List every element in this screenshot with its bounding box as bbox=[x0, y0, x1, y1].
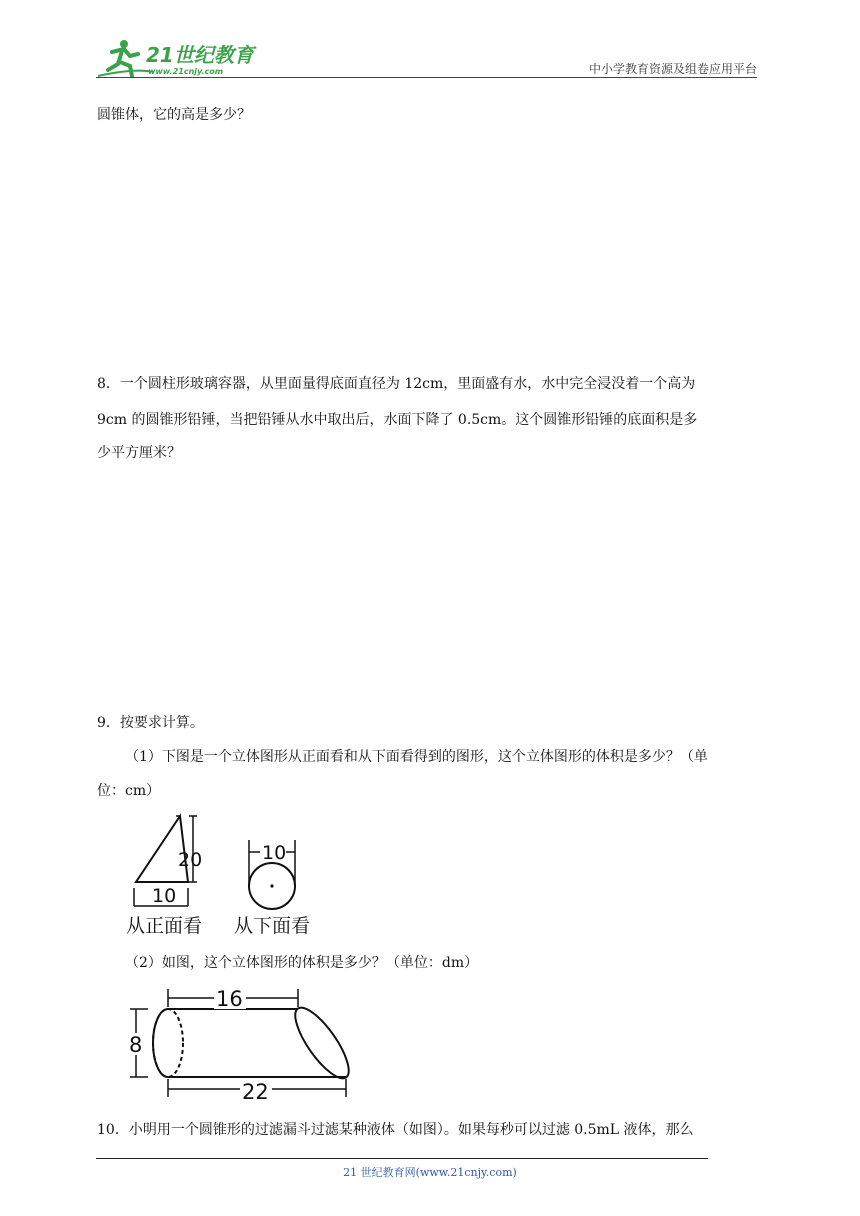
bottom-length-label: 22 bbox=[242, 1080, 269, 1104]
logo-url-text: www.21cnjy.com bbox=[148, 67, 224, 76]
q10-line-1: 10．小明用一个圆锥形的过滤漏斗过滤某种液体（如图）。如果每秒可以过滤 0.5mL 液体，那么 bbox=[97, 1122, 694, 1138]
q9-part2-text: （2）如图，这个立体图形的体积是多少？（单位：dm） bbox=[125, 955, 479, 971]
footer-source-text: 21 世纪教育网(www.21cnjy.com) bbox=[343, 1166, 517, 1179]
q9-part1-line-1: （1）下图是一个立体图形从正面看和从下面看得到的图形，这个立体图形的体积是多少？（单 bbox=[125, 749, 708, 765]
q7-tail-text: 圆锥体，它的高是多少？ bbox=[97, 107, 251, 123]
footer-divider bbox=[96, 1158, 708, 1159]
logo-text: 21世纪教育 bbox=[146, 43, 254, 67]
header-divider bbox=[96, 77, 757, 78]
figure-1-views bbox=[120, 810, 330, 940]
site-logo bbox=[94, 36, 264, 80]
q8-line-1: 8．一个圆柱形玻璃容器，从里面量得底面直径为 12cm，里面盛有水，水中完全浸没着一个高为 bbox=[97, 376, 696, 392]
front-view-caption: 从正面看 bbox=[126, 915, 203, 937]
front-base-label: 10 bbox=[152, 885, 177, 907]
site-name: 中小学教育资源及组卷应用平台 bbox=[588, 62, 757, 76]
height-label: 8 bbox=[129, 1033, 143, 1057]
bottom-view-caption: 从下面看 bbox=[234, 915, 311, 937]
q8-line-2: 9cm 的圆锥形铅锤，当把铅锤从水中取出后，水面下降了 0.5cm。这个圆锥形铅锤的底面积是多 bbox=[97, 412, 698, 428]
q9-part1-line-2: 位：cm） bbox=[97, 783, 161, 799]
figure-2-slanted-cylinder bbox=[120, 985, 360, 1105]
q9-title: 9．按要求计算。 bbox=[97, 715, 204, 731]
bottom-diameter-label: 10 bbox=[262, 842, 287, 864]
circle-center-dot bbox=[270, 884, 273, 887]
q8-line-3: 少平方厘米？ bbox=[97, 445, 181, 461]
front-height-label: 20 bbox=[178, 849, 203, 871]
cylinder-shape bbox=[153, 1001, 358, 1086]
top-length-label: 16 bbox=[216, 987, 243, 1011]
